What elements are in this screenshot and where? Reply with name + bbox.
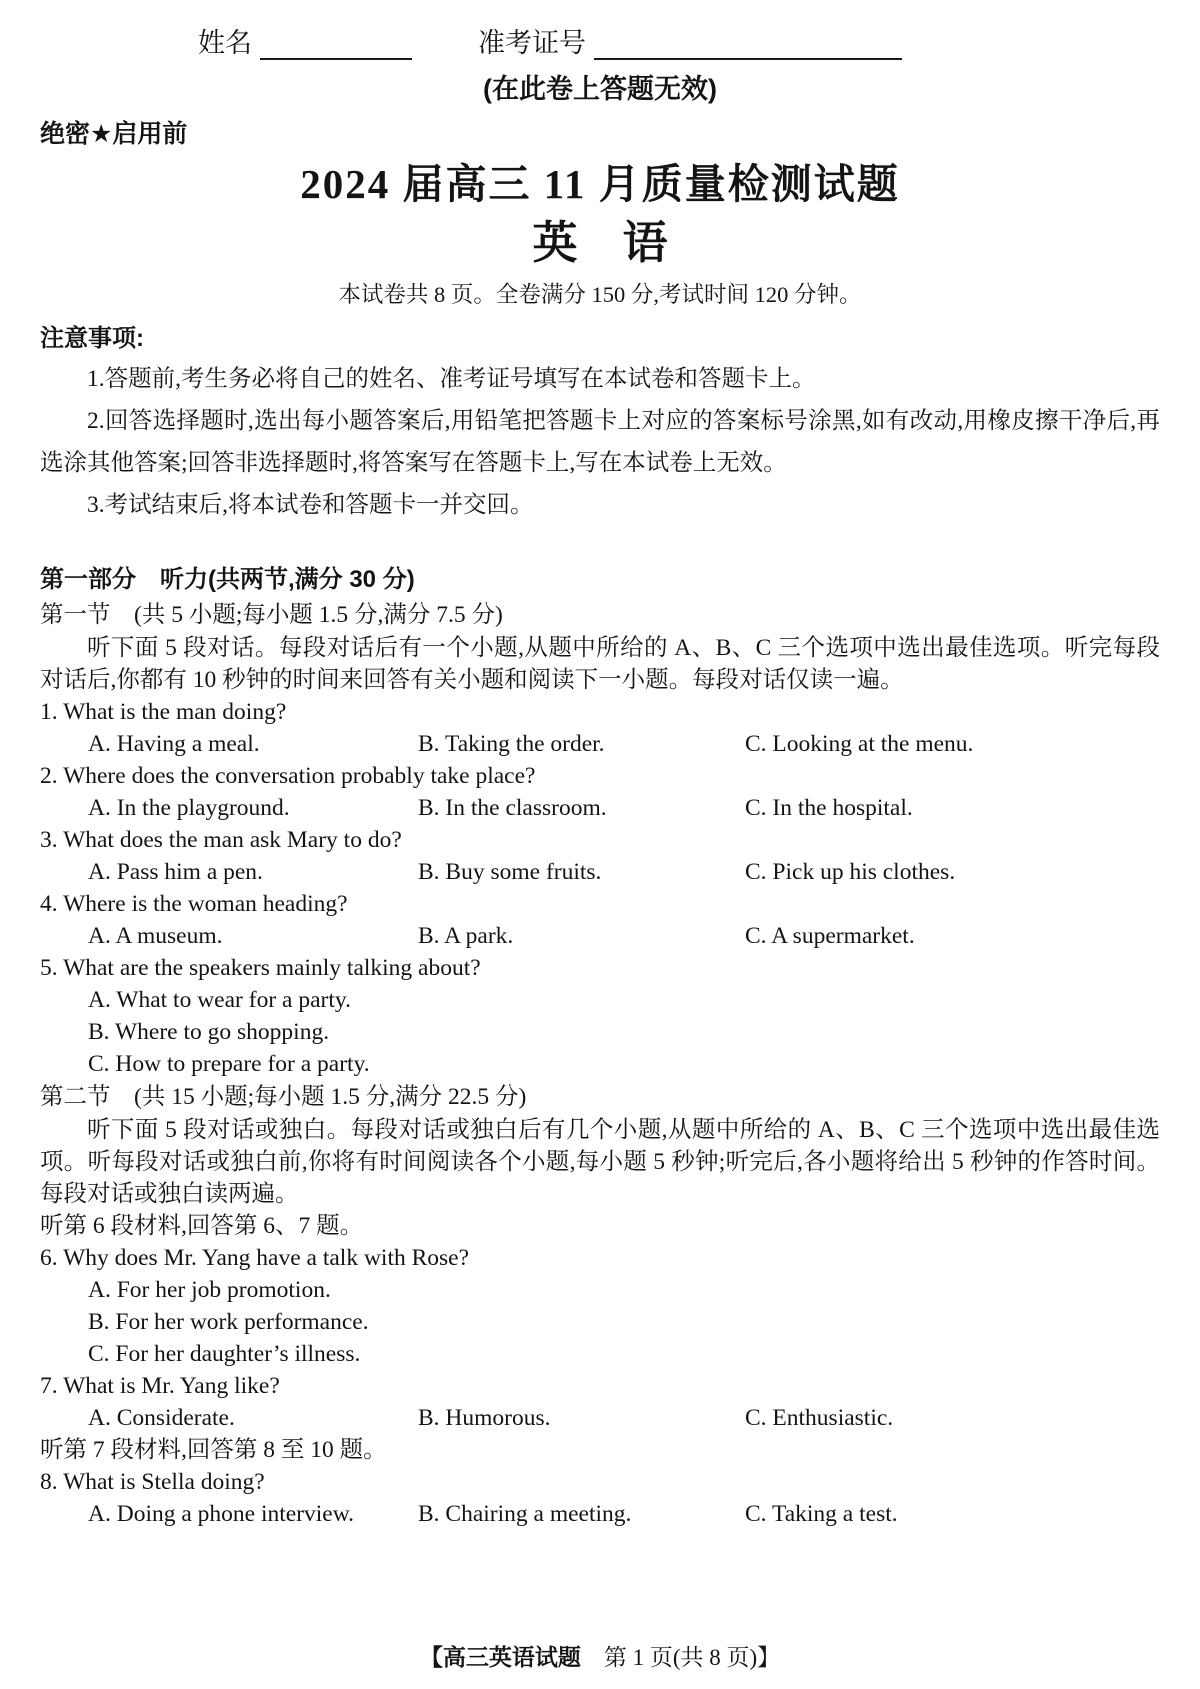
question-3-options	[40, 856, 1160, 888]
page-footer	[0, 1642, 1200, 1673]
option-a: A. What to wear for a party.	[88, 987, 351, 1013]
option-c: C. A supermarket.	[745, 923, 915, 949]
option-c: C. Enthusiastic.	[745, 1405, 894, 1431]
question-6-text: 6. Why does Mr. Yang have a talk with Rose?	[40, 1245, 470, 1271]
option-b: B. Taking the order.	[418, 731, 605, 757]
notice-item-2: 2.回答选择题时,选出每小题答案后,用铅笔把答题卡上对应的答案标号涂黑,如有改动,用橡皮擦干净后,再选涂其他答案;回答非选择题时,将答案写在答题卡上,写在本试卷上无效。	[40, 408, 1160, 476]
question-6-options	[40, 1274, 1160, 1370]
name-blank-line	[260, 30, 412, 60]
option-b: B. In the classroom.	[418, 795, 607, 821]
question-8-options	[40, 1498, 1160, 1530]
question-1	[40, 696, 1160, 760]
footer-doc-label: 【高三英语试题	[419, 1644, 581, 1670]
question-5-text: 5. What are the speakers mainly talking about?	[40, 955, 481, 981]
section2-instructions: 听下面 5 段对话或独白。每段对话或独白后有几个小题,从题中所给的 A、B、C 三个选项中选出最佳选项。听每段对话或独白前,你将有时间阅读各个小题,每小题 5 秒钟;听完后,各小题将给出 5 秒钟的作答时间。每段对话或独白读两遍。	[40, 1117, 1160, 1207]
question-4	[40, 888, 1160, 952]
option-a: A. Having a meal.	[88, 731, 260, 757]
notice-heading: 注意事项:	[40, 325, 144, 352]
footer-page-label: 第 1 页(共 8 页)】	[580, 1645, 781, 1670]
option-b: B. Where to go shopping.	[88, 1019, 330, 1045]
option-a: A. A museum.	[88, 923, 223, 949]
exam-meta: 本试卷共 8 页。全卷满分 150 分,考试时间 120 分钟。	[338, 282, 862, 307]
question-1-text: 1. What is the man doing?	[40, 699, 287, 725]
question-2	[40, 760, 1160, 824]
option-b: B. A park.	[418, 923, 514, 949]
option-a: A. Considerate.	[88, 1405, 235, 1431]
name-label: 姓名	[198, 28, 252, 58]
question-8-text: 8. What is Stella doing?	[40, 1469, 265, 1495]
secrecy-note: 绝密★启用前	[40, 120, 188, 148]
part1-listening	[40, 562, 1160, 1530]
option-c: C. For her daughter’s illness.	[88, 1341, 361, 1367]
question-3	[40, 824, 1160, 888]
notice-item-3: 3.考试结束后,将本试卷和答题卡一并交回。	[87, 492, 534, 518]
invalid-note: (在此卷上答题无效)	[483, 74, 717, 104]
notice-list	[40, 358, 1160, 526]
question-6	[40, 1242, 1160, 1370]
question-4-options	[40, 920, 1160, 952]
option-a: A. For her job promotion.	[88, 1277, 331, 1303]
option-a: A. Doing a phone interview.	[88, 1501, 355, 1527]
option-a: A. Pass him a pen.	[88, 859, 263, 885]
question-1-options	[40, 728, 1160, 760]
part1-heading: 第一部分 听力(共两节,满分 30 分)	[40, 566, 415, 593]
material-note-6: 听第 6 段材料,回答第 6、7 题。	[40, 1213, 364, 1239]
question-2-options	[40, 792, 1160, 824]
question-7-options	[40, 1402, 1160, 1434]
question-4-text: 4. Where is the woman heading?	[40, 891, 348, 917]
option-c: C. Pick up his clothes.	[745, 859, 956, 885]
option-b: B. For her work performance.	[88, 1309, 369, 1335]
option-c: C. In the hospital.	[745, 795, 913, 821]
option-b: B. Humorous.	[418, 1405, 551, 1431]
candidate-info-row	[0, 0, 1200, 60]
question-7-text: 7. What is Mr. Yang like?	[40, 1373, 280, 1399]
question-7	[40, 1370, 1160, 1434]
option-c: C. How to prepare for a party.	[88, 1051, 370, 1077]
option-c: C. Looking at the menu.	[745, 731, 974, 757]
section2-heading: 第二节 (共 15 小题;每小题 1.5 分,满分 22.5 分)	[40, 1084, 527, 1110]
option-c: C. Taking a test.	[745, 1501, 898, 1527]
question-3-text: 3. What does the man ask Mary to do?	[40, 827, 402, 853]
option-b: B. Chairing a meeting.	[418, 1501, 632, 1527]
exam-title: 2024 届高三 11 月质量检测试题	[300, 161, 900, 207]
section1-heading: 第一节 (共 5 小题;每小题 1.5 分,满分 7.5 分)	[40, 602, 503, 628]
admission-no-label: 准考证号	[478, 28, 586, 58]
section1-instructions: 听下面 5 段对话。每段对话后有一个小题,从题中所给的 A、B、C 三个选项中选出最佳选项。听完每段对话后,你都有 10 秒钟的时间来回答有关小题和阅读下一小题。每段对话仅读一遍。	[40, 635, 1160, 693]
subject-title: 英 语	[532, 217, 668, 268]
admission-no-blank-line	[594, 30, 902, 60]
question-5	[40, 952, 1160, 1080]
option-b: B. Buy some fruits.	[418, 859, 602, 885]
notice-item-1: 1.答题前,考生务必将自己的姓名、准考证号填写在本试卷和答题卡上。	[87, 366, 816, 392]
material-note-7: 听第 7 段材料,回答第 8 至 10 题。	[40, 1437, 387, 1463]
question-5-options	[40, 984, 1160, 1080]
question-8	[40, 1466, 1160, 1530]
question-2-text: 2. Where does the conversation probably take place?	[40, 763, 536, 789]
option-a: A. In the playground.	[88, 795, 290, 821]
